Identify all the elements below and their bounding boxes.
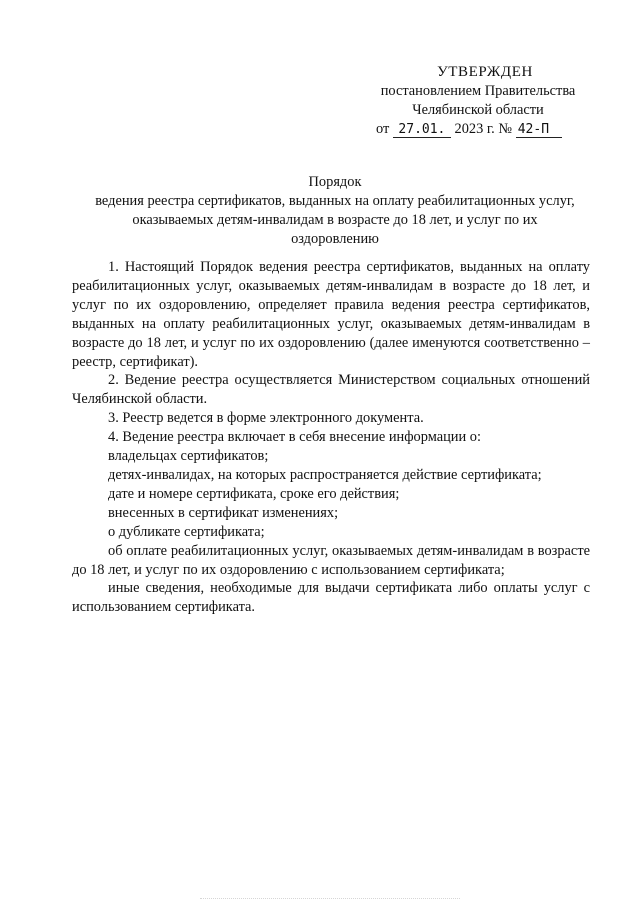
document-title: Порядок (308, 174, 362, 190)
approval-year-text: 2023 г. № (454, 121, 513, 137)
document-subtitle-line-3: оздоровлению (291, 231, 379, 247)
date-prefix: от (376, 121, 390, 137)
list-item: иные сведения, необходимые для выдачи сертификата либо оплаты услуг с использованием сертификата. (72, 580, 590, 616)
approval-date-line (368, 120, 588, 139)
paragraph-1: 1. Настоящий Порядок ведения реестра сертификатов, выданных на оплату реабилитационных услуг, оказываемых детям-инвалидам в возрасте до 18 лет, и услуг по их оздоровлению, определяет правила ведения реестра сертификатов, выданных на оплату реабилитационных услуг, оказываемых детям-инвалидам в возрасте до 18 лет, и услуг по их оздоровлению (далее именуются соответственно – реестр, сертификат). (72, 259, 590, 370)
paragraph-4: 4. Ведение реестра включает в себя внесение информации о: (108, 429, 482, 446)
scan-edge-mark (200, 898, 460, 901)
approval-number-value: 42-П (516, 122, 562, 138)
document-body (72, 258, 590, 617)
paragraph-3: 3. Реестр ведется в форме электронного документа. (108, 410, 424, 427)
approval-stamp-block (368, 63, 588, 139)
list-item: о дубликате сертификата; (108, 523, 265, 540)
document-subtitle-line-1: ведения реестра сертификатов, выданных на оплату реабилитационных услуг, (95, 193, 575, 209)
list-item: дате и номере сертификата, сроке его действия; (108, 485, 400, 502)
approval-date-value: 27.01. (393, 122, 451, 138)
document-title-block (70, 173, 600, 249)
list-item: об оплате реабилитационных услуг, оказываемых детям-инвалидам в возрасте до 18 лет, и услуг по их оздоровлению с использованием сертификата; (72, 542, 590, 578)
approval-title: УТВЕРЖДЕН (437, 64, 533, 80)
paragraph-2: 2. Ведение реестра осуществляется Министерством социальных отношений Челябинской области. (72, 372, 590, 408)
list-item: владельцах сертификатов; (108, 448, 269, 465)
list-item: внесенных в сертификат изменениях; (108, 504, 339, 521)
approval-line-region: Челябинской области (412, 102, 544, 118)
list-item: детях-инвалидах, на которых распространяется действие сертификата; (108, 466, 542, 483)
document-subtitle-line-2: оказываемых детям-инвалидам в возрасте до 18 лет, и услуг по их (132, 212, 538, 228)
approval-line-government: постановлением Правительства (380, 83, 576, 99)
